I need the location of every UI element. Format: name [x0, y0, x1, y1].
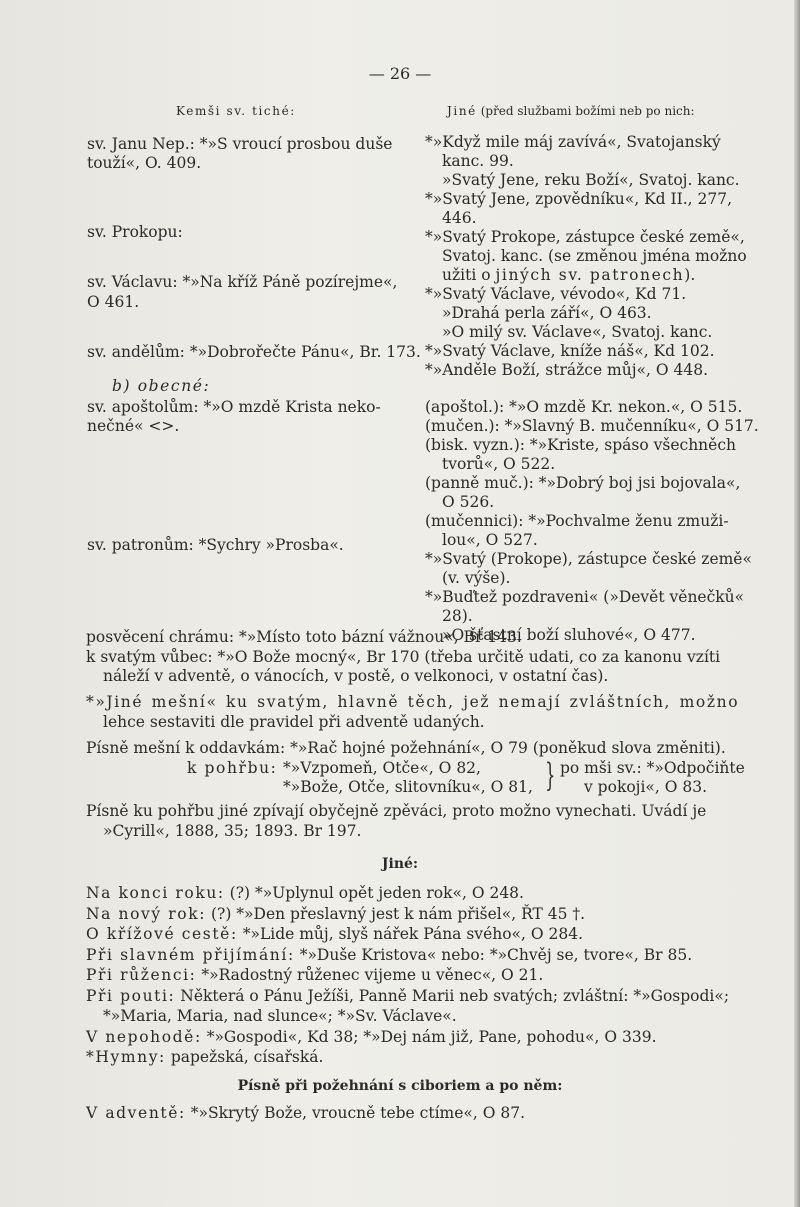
left-column-header: Kemši sv. tiché:	[176, 104, 296, 118]
left-line: nečné« <>.	[87, 417, 180, 435]
right-line-spaced: jiných sv. patronech	[495, 266, 685, 284]
right-column-header	[447, 104, 695, 118]
right-line: *»Buďtež pozdraveni« (»Devět věnečků«	[425, 588, 745, 606]
advent-line	[86, 1104, 756, 1124]
list-item	[86, 1047, 756, 1068]
right-line: *»Svatý Václave, vévodo«, Kd 71.	[425, 285, 687, 303]
item-value: *»Duše Kristova« nebo: *»Chvěj se, tvore«, Br 85.	[294, 945, 693, 964]
left-line: sv. Janu Nep.: *»S vroucí prosbou duše	[87, 135, 393, 153]
right-line: tvorů«, O 522.	[442, 455, 556, 473]
right-line: (apoštol.): *»O mzdě Kr. nekon.«, O 515.	[425, 398, 743, 416]
right-line: »O šťastní boží sluhové«, O 477.	[442, 626, 696, 644]
right-line-part: užiti o	[442, 266, 496, 284]
right-line: *»Anděle Boží, strážce můj«, O 448.	[425, 361, 709, 379]
item-key: Při slavném přijímání:	[86, 945, 295, 964]
right-line: (mučennici): *»Pochvalme ženu zmuži-	[425, 512, 729, 530]
item-value: (?) *»Den přeslavný jest k nám přišel«, ŘT 45 †.	[206, 904, 586, 923]
right-line: (panně muč.): *»Dobrý boj jsi bojovala«,	[425, 474, 741, 492]
left-line: sv. Václavu: *»Na kříž Páně pozírejme«,	[87, 273, 398, 291]
item-key: O křížové cestě:	[86, 925, 238, 943]
left-line: sv. andělům: *»Dobrořečte Pánu«, Br. 173.	[87, 343, 421, 361]
section-heading-obecne: b) obecné:	[112, 377, 211, 395]
brace-glyph: }	[545, 755, 556, 794]
right-header-spaced: Jiné	[447, 104, 477, 118]
item-key: Při růženci:	[86, 966, 197, 984]
pohrbu-right: v pokoji«, O 83.	[584, 777, 708, 796]
right-line: kanc. 99.	[442, 152, 514, 170]
right-line: Svatoj. kanc. (se změnou jména možno	[442, 247, 747, 265]
item-key: Na konci roku:	[86, 884, 225, 902]
item-key: V adventě:	[86, 1104, 186, 1122]
text-pisne-pohrbu: Písně ku pohřbu jiné zpívají obyčejně zpěváci, proto možno vynechati. Uvádí je »Cyrill«, 1888, 35; 1893. Br 197.	[86, 802, 707, 840]
right-line: »Svatý Jene, reku Boží«, Svatoj. kanc.	[442, 171, 740, 189]
left-line: O 461.	[87, 293, 140, 311]
item-key: Při pouti:	[86, 986, 176, 1005]
right-line: (v. výše).	[442, 569, 511, 587]
item-key: *Hymny:	[86, 1048, 166, 1066]
left-line: sv. patronům: *Sychry »Prosba«.	[87, 536, 344, 554]
right-line	[425, 266, 695, 285]
right-line: O 526.	[442, 493, 495, 511]
text-oddavky: Písně mešní k oddavkám: *»Rač hojné požehnání«, O 79 (poněkud slova změniti).	[86, 739, 726, 757]
pohrbu-group	[86, 755, 756, 799]
body-block	[86, 693, 756, 732]
list-item	[86, 986, 756, 1027]
right-line: *»Svatý Jene, zpovědníku«, Kd II., 277,	[425, 190, 733, 208]
item-value: *»Radostný růženec vijeme u věnec«, O 21.	[196, 966, 544, 984]
text-k-svatym: k svatým vůbec: *»O Bože mocný«, Br 170 (třeba určitě udati, co za kanonu vzíti náleží v adventě, o vánocích, v postě, o velkonoci, v ostatní čas).	[86, 647, 721, 685]
left-line: touží«, O. 409.	[87, 154, 202, 172]
item-value: (?) *»Uplynul opět jeden rok«, O 248.	[224, 884, 524, 902]
page-number: — 26 —	[368, 64, 432, 83]
item-value: *»Gospodi«, Kd 38; *»Dej nám již, Pane, pohodu«, O 339.	[201, 1027, 657, 1046]
item-value: Některá o Pánu Ježíši, Panně Marii neb svatých; zvláštní: *»Gospodi«; *»Maria, Maria, nad slunce«; *»Sv. Václave«.	[103, 986, 730, 1025]
text-jine-mesni-2: lehce sestaviti dle pravidel při adventě udaných.	[103, 712, 485, 731]
heading-ciborium: Písně při požehnání s ciboriem a po něm:	[237, 1078, 563, 1094]
list-item	[86, 883, 756, 904]
heading-jine: Jiné:	[381, 856, 419, 872]
right-line: »O milý sv. Václave«, Svatoj. kanc.	[442, 323, 713, 341]
text-jine-mesni: *»Jiné mešní« ku svatým, hlavně těch, jež nemají zvláštních, možno	[86, 693, 740, 711]
text-posveceni: posvěcení chrámu: *»Místo toto bázní vážnou«, Br 143.	[86, 628, 522, 646]
list-item	[86, 1027, 756, 1048]
list-item	[86, 945, 756, 966]
right-line: lou«, O 527.	[442, 531, 538, 549]
pohrbu-line: *»Bože, Otče, slitovníku«, O 81,	[283, 777, 533, 796]
burial-block	[86, 739, 756, 799]
list-item	[86, 904, 756, 925]
right-line: *»Svatý (Prokope), zástupce české země«	[425, 550, 752, 568]
right-line: *»Svatý Prokope, zástupce české země«,	[425, 228, 745, 246]
right-line: *»Svatý Václave, kníže náš«, Kd 102.	[425, 342, 715, 360]
item-value: *»Lide můj, slyš nářek Pána svého«, O 284.	[237, 925, 584, 943]
right-line-part: ).	[684, 266, 696, 284]
item-key: V nepohodě:	[86, 1027, 202, 1046]
right-line: (bisk. vyzn.): *»Kriste, spáso všechněch	[425, 436, 736, 454]
pohrbu-line: *»Vzpomeň, Otče«, O 82,	[283, 758, 481, 777]
right-line: 446.	[442, 209, 477, 227]
right-line: »Drahá perla září«, O 463.	[442, 304, 652, 322]
item-key: Na nový rok:	[86, 904, 207, 923]
page-edge-shadow	[794, 0, 800, 1207]
occasions-list	[86, 883, 756, 1068]
left-line: sv. Prokopu:	[87, 223, 183, 241]
pohrbu-right: po mši sv.: *»Odpočiňte	[560, 758, 745, 777]
right-line: (mučen.): *»Slavný B. mučenníku«, O 517.	[425, 417, 759, 435]
body-block	[86, 802, 756, 841]
right-header-rest: (před službami božími neb po nich:	[476, 104, 695, 118]
right-line: 28).	[442, 607, 473, 625]
list-item	[86, 924, 756, 945]
item-value: *»Skrytý Bože, vroucně tebe ctíme«, O 87.	[185, 1104, 526, 1122]
label-k-pohrbu: k pohřbu:	[187, 758, 278, 777]
item-value: papežská, císařská.	[165, 1048, 324, 1066]
list-item	[86, 965, 756, 986]
body-block	[86, 628, 756, 687]
right-line: *»Když mile máj zavívá«, Svatojanský	[425, 133, 721, 151]
left-line: sv. apoštolům: *»O mzdě Krista neko-	[87, 398, 381, 416]
